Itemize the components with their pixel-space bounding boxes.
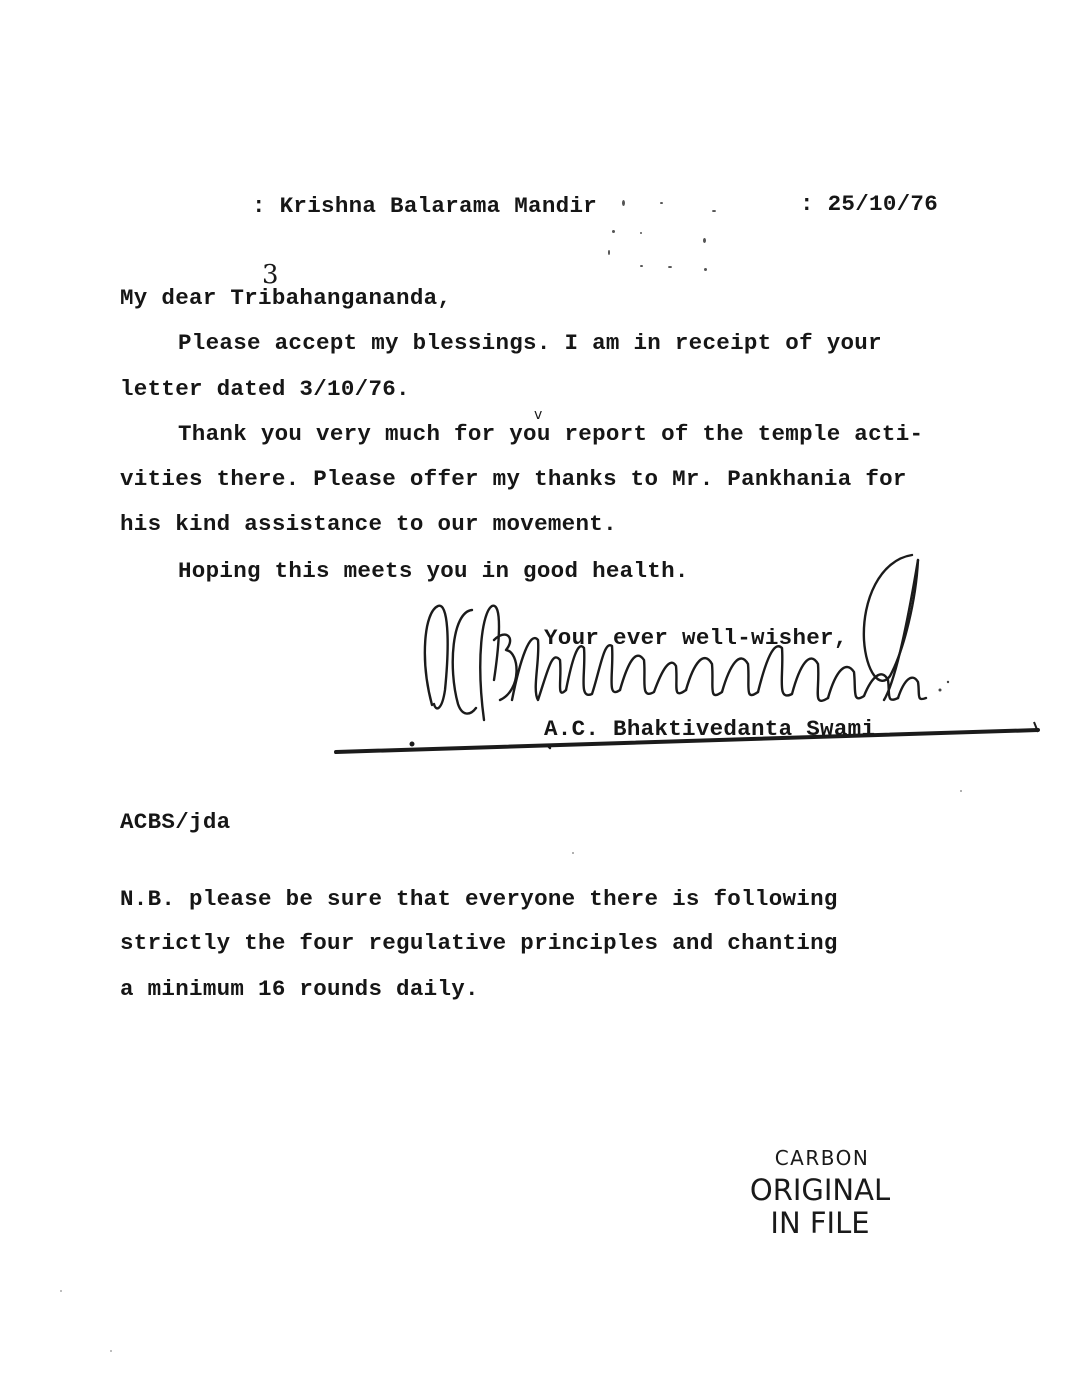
stamp-line-2: ORIGINAL <box>749 1173 891 1207</box>
signer-name: A.C. Bhaktivedanta Swami <box>544 716 876 742</box>
body-paragraph-1-line-2: letter dated 3/10/76. <box>120 376 410 402</box>
postscript-line-2: strictly the four regulative principles and chanting <box>120 930 838 956</box>
reference-initials: ACBS/jda <box>120 809 231 835</box>
body-paragraph-2-line-3: his kind assistance to our movement. <box>120 511 617 537</box>
handwritten-caret: v <box>534 407 543 423</box>
salutation: My dear Tribahangananda, <box>120 285 452 311</box>
header-location: : Krishna Balarama Mandir <box>252 193 598 219</box>
body-paragraph-2-line-1: Thank you very much for you report of the temple acti- <box>178 421 924 447</box>
body-paragraph-2-line-2: vities there. Please offer my thanks to Mr. Pankhania for <box>120 466 907 492</box>
body-paragraph-3-line-1: Hoping this meets you in good health. <box>178 558 689 584</box>
stamp-line-1: CARBON <box>774 1146 870 1170</box>
stamp-line-3: IN FILE <box>770 1206 870 1240</box>
postscript-line-3: a minimum 16 rounds daily. <box>120 976 479 1002</box>
body-paragraph-1-line-1: Please accept my blessings. I am in receipt of your <box>178 330 882 356</box>
valediction: Your ever well-wisher, <box>544 625 848 651</box>
handwritten-correction: 3 <box>262 260 279 290</box>
header-date: : 25/10/76 <box>800 191 939 217</box>
postscript-line-1: N.B. please be sure that everyone there is following <box>120 886 838 912</box>
